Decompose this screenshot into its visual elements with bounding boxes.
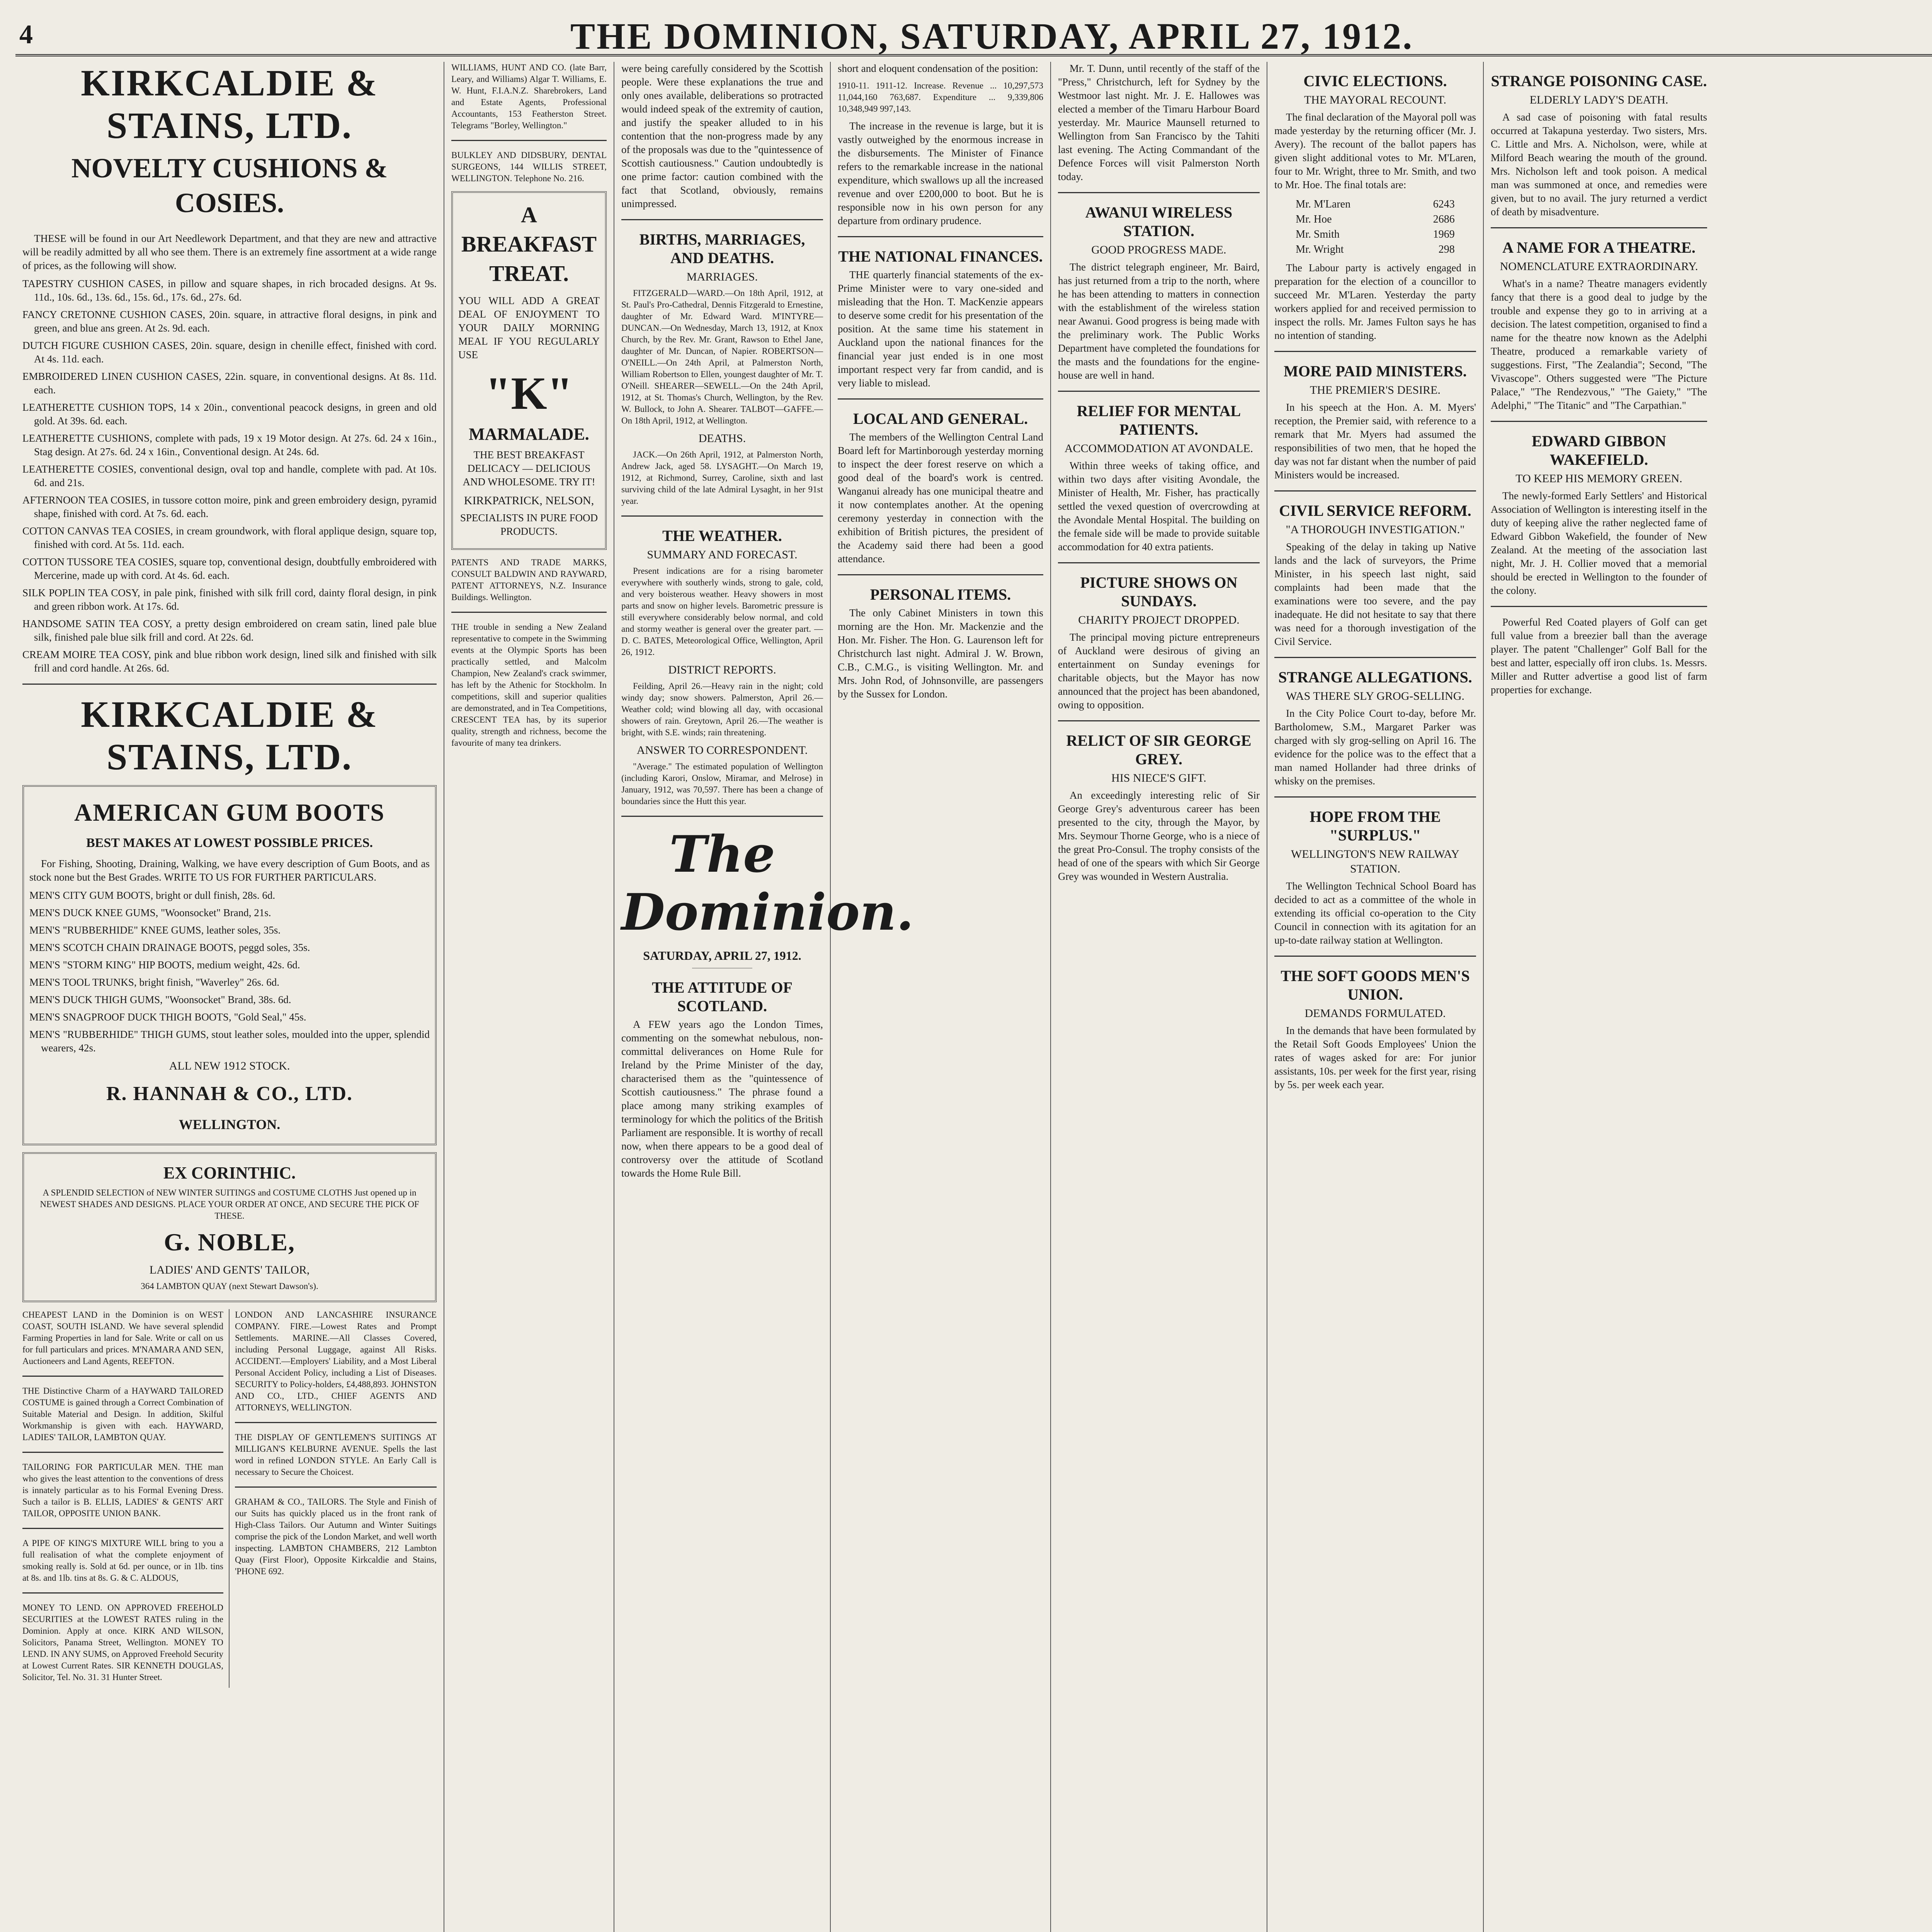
grey-relic-subheading: HIS NIECE'S GIFT.	[1111, 772, 1206, 784]
column-5	[1051, 62, 1267, 1932]
finance-intro: short and eloquent condensation of the position:	[838, 63, 1038, 74]
list-item: MEN'S DUCK KNEE GUMS, "Woonsocket" Brand, 21s.	[29, 907, 271, 918]
sunday-pictures-text: The principal moving picture entrepreneurs of Auckland were desirous of giving an entertainment on Sunday evenings for charitable objects, but the Mayor has now announced that the project has been abandoned, owing to opposition.	[1058, 631, 1260, 711]
patents-ad: PATENTS AND TRADE MARKS, CONSULT BALDWIN AND RAYWARD, PATENT ATTORNEYS, N.Z. Insurance Buildings. Wellington.	[451, 558, 607, 602]
divider	[621, 515, 823, 517]
list-item: CREAM MOIRE TEA COSY, pink and blue ribbon work design, lined silk and finished with silk frill and cord handle. At 26s. 6d.	[22, 649, 437, 674]
noble-ad	[22, 1152, 437, 1302]
wakefield-text: The newly-formed Early Settlers' and Historical Association of Wellington is interesting itself in the duty of keeping alive the rather neglected fame of Edward Gibbon Wakefield, the founder of New Zealand. At the meeting of the association last night, Mr. J. H. Collier moved that a memorial should be erected in Wellington to the founder of the colony.	[1491, 490, 1707, 596]
district-reports-text: Feilding, April 26.—Heavy rain in the night; cold windy day; snow showers. Palmerston, April 26.—Weather cold; wind blowing all day, with occasional showers of rain. Greytown, April 26.—The weather is bright, with S.E. winds; rain threatening.	[621, 681, 823, 737]
mental-patients-text: Within three weeks of taking office, and within two days after visiting Avondale, the Minister of Health, Mr. Fisher, has practically settled the vexed question of overcrowding at the Avondale Mental Hospital. The building on the female side will be made to provide suitable accommodation for 40 extra patients.	[1058, 460, 1260, 553]
list-item: MEN'S "RUBBERHIDE" KNEE GUMS, leather soles, 35s.	[29, 924, 281, 936]
divider	[235, 1422, 437, 1423]
divider	[22, 1452, 223, 1453]
personal-items-continued: Mr. T. Dunn, until recently of the staff of the "Press," Christchurch, left for Sydney by the Westmoor last night. Mr. J. E. Hallowes was elected a member of the Timaru Harbour Board yesterday. Mr. Maurice Maunsell returned to Wellington from San Francisco by the Tahiti last evening. The Acting Commandant of the Defence Forces will visit Palmerston North today.	[1058, 63, 1260, 182]
gum-boots-intro: For Fishing, Shooting, Draining, Walking, we have every description of Gum Boots, and as stock none but the Best Grades. WRITE TO US FOR FURTHER PARTICULARS.	[29, 858, 430, 883]
graham-ad: GRAHAM & CO., TAILORS. The Style and Finish of our Suits has quickly placed us in the front rank of High-Class Tailors. Our Autumn and Winter Suitings comprise the pick of the London Market, and well worth inspecting. LAMBTON CHAMBERS, 212 Lambton Quay (First Floor), Opposite Kirkcaldie and Stains, 'PHONE 692.	[235, 1497, 437, 1576]
strange-allegations-subheading: WAS THERE SLY GROG-SELLING.	[1286, 690, 1464, 702]
masthead-title: THE DOMINION, SATURDAY, APRIL 27, 1912.	[570, 15, 1414, 57]
mental-patients-heading: RELIEF FOR MENTAL PATIENTS.	[1077, 402, 1241, 438]
scotland-heading: THE ATTITUDE OF SCOTLAND.	[652, 979, 793, 1015]
divider	[1491, 606, 1707, 607]
strange-allegations-text: In the City Police Court to-day, before Mr. Bartholomew, S.M., Margaret Parker was charged with sly grog-selling on April 16. The evidence for the police was to the effect that a man named Hollander had three drinks of whisky on the premises.	[1274, 707, 1476, 787]
novelty-item-list	[22, 277, 437, 675]
list-item: LEATHERETTE CUSHION TOPS, 14 x 20in., conventional peacock designs, in green and old gold. At 39s. 6d. each.	[22, 401, 437, 427]
civil-service-heading: CIVIL SERVICE REFORM.	[1279, 502, 1471, 519]
poisoning-heading: STRANGE POISONING CASE.	[1491, 72, 1707, 90]
election-results-table	[1294, 196, 1456, 257]
civic-text: The Labour party is actively engaged in preparation for the election of a councillor to succeed Mr. M'Laren. Yesterday the party workers applied for and received permission to inspect the rolls. Mr. James Fulton says he has no intention of standing.	[1274, 262, 1476, 341]
noble-text: A SPLENDID SELECTION of NEW WINTER SUITINGS and COSTUME CLOTHS Just opened up in NEWEST SHADES AND DESIGNS. PLACE YOUR ORDER AT ONCE, AND SECURE THE PICK OF THESE.	[40, 1188, 419, 1221]
noble-name: G. NOBLE,	[164, 1228, 295, 1256]
theatre-name-subheading: NOMENCLATURE EXTRAORDINARY.	[1500, 260, 1698, 273]
k-marmalade-ad	[451, 191, 607, 550]
k-ad-line: TREAT.	[489, 261, 569, 286]
column-1	[15, 62, 444, 1932]
grey-relic-text: An exceedingly interesting relic of Sir George Grey's adventurous career has been presented to the city, through the Mayor, by Mrs. Seymour Thorne George, who is a niece of the great Pro-Consul. The trophy consists of the head of one of the spears with which Sir George Grey was wounded in Western Australia.	[1058, 789, 1260, 882]
divider	[451, 612, 607, 613]
divider	[235, 1486, 437, 1488]
candidate-name: Mr. Smith	[1296, 228, 1340, 240]
gum-boots-list	[29, 889, 430, 1055]
awanui-subheading: GOOD PROGRESS MADE.	[1091, 243, 1226, 256]
list-item: FANCY CRETONNE CUSHION CASES, 20in. square, in attractive floral designs, in pink and green, and blue ans green. At 2s. 9d. each.	[22, 309, 437, 334]
list-item: LEATHERETTE CUSHIONS, complete with pads, 19 x 19 Motor design. At 27s. 6d. 24 x 16in., Stag design. At 27s. 6d. 24 x 16in., Conventional design. At 24s. 6d.	[22, 432, 437, 457]
list-item: MEN'S TOOL TRUNKS, bright finish, "Waverley" 26s. 6d.	[29, 976, 279, 988]
table-row	[1295, 227, 1455, 242]
divider	[1274, 657, 1476, 658]
civil-service-text: Speaking of the delay in taking up Native lands and the lack of surveyors, the Prime Minister, in his speech last night, said complaints had been made that the examinations were too severe, and the pay inadequate. He did not hesitate to say that there was need for a thorough investigation of the Civil Service.	[1274, 541, 1476, 647]
list-item: MEN'S SNAGPROOF DUCK THIGH BOOTS, "Gold Seal," 45s.	[29, 1011, 306, 1023]
dominion-dateline: SATURDAY, APRIL 27, 1912.	[643, 949, 801, 963]
personal-items-heading: PERSONAL ITEMS.	[870, 586, 1011, 603]
civil-service-subheading: "A THOROUGH INVESTIGATION."	[1286, 523, 1465, 536]
column-4	[831, 62, 1051, 1932]
soft-goods-text: In the demands that have been formulated by the Retail Soft Goods Employees' Union the rates of wages asked for are: For junior assistants, 10s. per week for the first year, rising by 5s. per week each year.	[1274, 1025, 1476, 1090]
poisoning-subheading: ELDERLY LADY'S DEATH.	[1529, 94, 1668, 106]
williams-hunt-ad: WILLIAMS, HUNT AND CO. (late Barr, Leary, and Williams) Algar T. Williams, E. W. Hunt, F.I.A.N.Z. Sharebrokers, Land and Estate Agents, Professional Accountants, 153 Featherston Street. Telegrams "Borley, Wellington."	[451, 63, 607, 130]
candidate-name: Mr. Wright	[1296, 243, 1344, 255]
candidate-name: Mr. Hoe	[1296, 213, 1332, 225]
local-general-text: The members of the Wellington Central Land Board left for Martinborough yesterday morning to inspect the deer forest reserve on which a good deal of the board's work is centred. Wanganui already has one municipal theatre and it now contemplates another. At the opening ceremony yesterday in connection with the exhibition of British pictures, the president of the Academy said there had been a good attendance.	[838, 431, 1043, 565]
noble-trade: LADIES' AND GENTS' TAILOR,	[149, 1264, 310, 1276]
divider	[1058, 720, 1260, 721]
dominion-masthead: The Dominion.	[621, 825, 914, 942]
divider	[838, 574, 1043, 575]
k-product: MARMALADE.	[469, 425, 589, 444]
divider	[621, 219, 823, 220]
wakefield-heading: EDWARD GIBBON WAKEFIELD.	[1532, 432, 1666, 468]
divider	[1274, 796, 1476, 798]
divider	[22, 1376, 223, 1377]
bmd-heading: BIRTHS, MARRIAGES, AND DEATHS.	[639, 231, 805, 267]
table-row	[1295, 197, 1455, 211]
k-ad-line: YOU WILL ADD A GREAT DEAL OF ENJOYMENT TO YOUR DAILY MORNING MEAL IF YOU REGULARLY USE	[458, 295, 600, 361]
divider	[838, 398, 1043, 400]
list-item: COTTON CANVAS TEA COSIES, in cream groundwork, with floral applique design, square top, finished with cord. At 5s. 11d. each.	[22, 525, 437, 550]
small-ads-right	[230, 1309, 437, 1582]
grey-relic-heading: RELICT OF SIR GEORGE GREY.	[1066, 732, 1252, 768]
golf-ball-text: Powerful Red Coated players of Golf can get full value from a breezier ball than the average player. The patent "Challenger" Golf Ball for the best and latter, especially off iron clubs. 1s. Messrs. Miller and Rutter advertise a good list of farm properties for exchange.	[1491, 616, 1707, 696]
sunday-pictures-subheading: CHARITY PROJECT DROPPED.	[1078, 614, 1240, 626]
soft-goods-subheading: DEMANDS FORMULATED.	[1304, 1007, 1446, 1020]
novelty-intro: THESE will be found in our Art Needlework Department, and that they are new and attractive will be readily admitted by all who see them. There is an extremely fine assortment at a wide range of prices, as the following will show.	[22, 233, 437, 271]
k-ad-line: A	[521, 202, 537, 227]
page-number: 4	[19, 20, 33, 49]
list-item: TAPESTRY CUSHION CASES, in pillow and square shapes, in rich brocaded designs. At 9s. 11d., 10s. 6d., 13s. 6d., 15s. 6d., 17s. 6d., 27s. 6d.	[22, 278, 437, 303]
ellis-tailor-ad: TAILORING FOR PARTICULAR MEN. THE man who gives the least attention to the conventions of dress is innately particular as to his Formal Evening Dress. Such a tailor is B. ELLIS, LADIES' & GENTS' ART TAILOR, OPPOSITE UNION BANK.	[22, 1462, 223, 1518]
divider	[1491, 421, 1707, 422]
k-logo: "K"	[485, 367, 573, 419]
marriages-text: FITZGERALD—WARD.—On 18th April, 1912, at St. Paul's Pro-Cathedral, Dennis Fitzgerald to Ernestine, daughter of Mr. Edward Ward. M'INTYRE—DUNCAN.—On Wednesday, March 13, 1912, at Knox Church, by the Rev. Mr. Grant, Rawson to Ethel Jane, daughter of Mr. Duncan, of Napier. ROBERTSON—O'NEILL.—On 24th April, at Palmerston North, William Robertson to Ellen, youngest daughter of Mr. T. O'Neill. SHEARER—SEWELL.—On the 24th April, 1912, at St. Thomas's Church, Wellington, by the Rev. W. Bullock, to John A. Shearer. TALBOT—GAFFE.—On 18th April, 1912, at Wellington.	[621, 288, 823, 425]
kirkcaldie-title-2: KIRKCALDIE & STAINS, LTD.	[81, 694, 378, 777]
column-2	[444, 62, 614, 1932]
national-finances-text: THE quarterly financial statements of the ex-Prime Minister were to vary one-sided and misleading that the Hon. T. MacKenzie appears to deserve some credit for his presentation of the position. At the same time his statement in Auckland upon the national finances for the financial year just ended is in one most important respect very far from candid, and is very liable to mislead.	[838, 269, 1043, 389]
candidate-votes: 298	[1438, 243, 1455, 255]
gum-boots-ad	[22, 785, 437, 1145]
candidate-votes: 6243	[1433, 198, 1455, 210]
paid-ministers-text: In his speech at the Hon. A. M. Myers' reception, the Premier said, with reference to a remark that Mr. Myers had assumed the responsibilities of two men, that he hoped the day was not far distant when the number of paid Ministers would be increased.	[1274, 401, 1476, 481]
surplus-heading: HOPE FROM THE "SURPLUS."	[1310, 808, 1441, 844]
divider	[451, 140, 607, 141]
divider	[1274, 351, 1476, 352]
insurance-ad: LONDON AND LANCASHIRE INSURANCE COMPANY. FIRE.—Lowest Rates and Prompt Settlements. MARINE.—All Classes Covered, including Personal Luggage, against All Risks. ACCIDENT.—Employers' Liability, and a Most Liberal Personal Accident Policy, including a List of Diseases. SECURITY to Policy-holders, £4,488,893. JOHNSTON AND CO., LTD., CHIEF AGENTS AND ATTORNEYS, WELLINGTON.	[235, 1310, 437, 1412]
scotland-text: A FEW years ago the London Times, commenting on the somewhat nebulous, non-committal deliverances on Home Rule for Ireland by the Prime Minister of the day, characterised them as the "quintessence of Scottish cautiousness." The phrase found a place among many striking examples of terminology for which the politics of the British Parliament are responsible. It is worthy of recall now, when there appears to be a good deal of controversy over the attitude of Scotland towards the Home Rule Bill.	[621, 1019, 823, 1179]
divider	[1058, 192, 1260, 193]
deaths-heading: DEATHS.	[698, 432, 746, 445]
hayward-ad: THE Distinctive Charm of a HAYWARD TAILORED COSTUME is gained through a Correct Combination of Suitable Material and Design. In addition, Skilful Workmanship is given with each. HAYWARD, LADIES' TAILOR, LAMBTON QUAY.	[22, 1386, 223, 1442]
divider	[1274, 956, 1476, 957]
scotland-continued: were being carefully considered by the Scottish people. Were these explanations the true and only ones available, deliberations so protracted would indeed speak of the extremity of caution, and justify the speaker alluded to in his contention that the non-progress made by any of the proposals was due to the "quintessence of Scottish cautiousness." Caution undoubtedly is one prime factor: caution combined with the fact that Scotland, obviously, remains unimpressed.	[621, 63, 823, 209]
list-item: SILK POPLIN TEA COSY, in pale pink, finished with silk frill cord, dainty floral design, in pink and green ribbon work. At 17s. 6d.	[22, 587, 437, 612]
divider	[1058, 391, 1260, 392]
column-7-inner	[1491, 72, 1707, 697]
column-7	[1484, 62, 1932, 1932]
surplus-text: The Wellington Technical School Board has decided to act as a committee of the whole in extending its official co-operation to the City Council in connection with its agitation for an up-to-date railway station at Wellington.	[1274, 880, 1476, 946]
k-ad-line: BREAKFAST	[461, 231, 597, 257]
list-item: MEN'S SCOTCH CHAIN DRAINAGE BOOTS, peggd soles, 35s.	[29, 942, 310, 953]
k-tagline: THE BEST BREAKFAST DELICACY — DELICIOUS AND WHOLESOME. TRY IT!	[463, 449, 595, 488]
personal-items-text: The only Cabinet Ministers in town this morning are the Hon. Mr. Mackenzie and the Hon. Mr. Fisher. The Hon. G. Laurenson left for Christchurch last night. Admiral J. W. Brown, C.B., C.M.G., is visiting Wellington. Mr. and Mrs. John Rod, of Johnsonville, are passengers by the Sussex for London.	[838, 607, 1043, 700]
deaths-text: JACK.—On 26th April, 1912, at Palmerston North, Andrew Jack, aged 58. LYSAGHT.—On March 19, 1912, at Richmond, Surrey, Caroline, sixth and last surviving child of the late Admiral Lysaght, in her 91st year.	[621, 450, 823, 506]
list-item: MEN'S "STORM KING" HIP BOOTS, medium weight, 42s. 6d.	[29, 959, 300, 971]
district-reports-heading: DISTRICT REPORTS.	[668, 663, 776, 676]
column-3	[614, 62, 914, 1932]
surplus-subheading: WELLINGTON'S NEW RAILWAY STATION.	[1291, 848, 1459, 875]
list-item: LEATHERETTE COSIES, conventional design, oval top and handle, complete with pad. At 10s. 6d. and 21s.	[22, 463, 437, 488]
noble-head: EX CORINTHIC.	[163, 1163, 296, 1182]
poisoning-text: A sad case of poisoning with fatal results occurred at Takapuna yesterday. Two sisters, Mrs. C. Little and Mrs. A. Nicholson, were, while at Milford Beach wearing the mouth of the ground. Mrs. Nicholson left and took poison. A medical man was summoned at once, and remedies were given, but to no avail. The jury returned a verdict of death by misadventure.	[1491, 111, 1707, 218]
list-item: DUTCH FIGURE CUSHION CASES, 20in. square, design in chenille effect, finished with cord. At 4s. 11d. each.	[22, 340, 437, 365]
west-coast-land-ad: CHEAPEST LAND in the Dominion is on WEST COAST, SOUTH ISLAND. We have several splendid Farming Properties in land for Sale. Write or call on us for full particulars and prices. M'NAMARA AND SEN, Auctioneers and Land Agents, REEFTON.	[22, 1310, 223, 1366]
masthead	[15, 12, 1932, 56]
noble-address: 364 LAMBTON QUAY (next Stewart Dawson's).	[141, 1281, 318, 1291]
divider	[22, 684, 437, 685]
paid-ministers-heading: MORE PAID MINISTERS.	[1284, 362, 1467, 380]
candidate-votes: 1969	[1433, 228, 1455, 240]
strange-allegations-heading: STRANGE ALLEGATIONS.	[1278, 668, 1472, 686]
k-maker: KIRKPATRICK, NELSON,	[464, 494, 594, 507]
bulkley-ad: BULKLEY AND DIDSBURY, DENTAL SURGEONS, 144 WILLIS STREET, WELLINGTON. Telephone No. 216.	[451, 150, 607, 183]
wakefield-subheading: TO KEEP HIS MEMORY GREEN.	[1515, 472, 1682, 485]
correspondent-heading: ANSWER TO CORRESPONDENT.	[636, 744, 808, 757]
k-specialists: SPECIALISTS IN PURE FOOD PRODUCTS.	[460, 512, 598, 537]
mental-patients-subheading: ACCOMMODATION AT AVONDALE.	[1064, 442, 1253, 455]
finance-text: The increase in the revenue is large, but it is vastly outweighed by the enormous increase in the disbursements. The Minister of Finance refers to the remarkable increase in the national expenditure, which swallows up all the increased revenue and over £200,000 to boot. But he is responsible now in his own person for any departure from ordinary prudence.	[838, 120, 1043, 226]
sunday-pictures-heading: PICTURE SHOWS ON SUNDAYS.	[1080, 574, 1238, 610]
kings-mixture-ad: A PIPE OF KING'S MIXTURE WILL bring to you a full realisation of what the complete enjoyment of smoking really is. Sold at 6d. per ounce, or in 1lb. tins at 8s. and 1lb. tins at 8s. G. & C. ALDOUS,	[22, 1538, 223, 1583]
paid-ministers-subheading: THE PREMIER'S DESIRE.	[1310, 384, 1440, 396]
list-item: MEN'S "RUBBERHIDE" THIGH GUMS, stout leather soles, moulded into the upper, splendid wearers, 42s.	[29, 1029, 430, 1054]
list-item: AFTERNOON TEA COSIES, in tussore cotton moire, pink and green embroidery design, pyramid shape, finished with cord. At 7s. 6d. each.	[22, 494, 437, 519]
divider	[1491, 227, 1707, 228]
awanui-text: The district telegraph engineer, Mr. Baird, has just returned from a trip to the north, where he has been attending to matters in connection with the establishment of the wireless station near Awanui. Good progress is being made with the preliminary work. The Public Works Department have completed the foundations for the masts and the foundations for the engine-house are well in hand.	[1058, 261, 1260, 381]
weather-heading: THE WEATHER.	[662, 527, 782, 544]
money-to-lend-ad: MONEY TO LEND. ON APPROVED FREEHOLD SECURITIES at the LOWEST RATES ruling in the Dominion. Apply at once. KIRK AND WILSON, Solicitors, Panama Street, Wellington. MONEY TO LEND. IN ANY SUMS, on Approved Freehold Security at Lowest Current Rates. SIR KENNETH DOUGLAS, Solicitor, Tel. No. 31. 31 Hunter Street.	[22, 1603, 223, 1682]
small-ads-left	[22, 1309, 230, 1688]
gum-boots-footer: ALL NEW 1912 STOCK.	[169, 1060, 290, 1072]
list-item: COTTON TUSSORE TEA COSIES, square top, conventional design, doubtfully embroidered with Mercerine, made up with cord. At 4s. 6d. each.	[22, 556, 437, 581]
gum-boots-subtitle: BEST MAKES AT LOWEST POSSIBLE PRICES.	[86, 836, 373, 850]
list-item: HANDSOME SATIN TEA COSY, a pretty design embroidered on cream satin, lined pale blue silk, finished pale blue silk frill and cord. At 22s. 6d.	[22, 618, 437, 643]
hannah-town: WELLINGTON.	[179, 1117, 281, 1132]
novelty-cushions-title: NOVELTY CUSHIONS & COSIES.	[71, 153, 388, 218]
table-row	[1295, 212, 1455, 226]
finance-table: 1910-11. 1911-12. Increase. Revenue ... 10,297,573 11,044,160 763,687. Expenditure ... 9,339,806 10,348,949 997,143.	[838, 81, 1043, 114]
columns	[15, 62, 1932, 1932]
table-row	[1295, 242, 1455, 257]
list-item: MEN'S DUCK THIGH GUMS, "Woonsocket" Brand, 38s. 6d.	[29, 994, 291, 1005]
mayoral-recount-heading: THE MAYORAL RECOUNT.	[1304, 94, 1447, 106]
divider	[22, 1592, 223, 1594]
divider	[22, 1528, 223, 1529]
gum-boots-title: AMERICAN GUM BOOTS	[74, 799, 385, 826]
crescent-tea-ad: THE trouble in sending a New Zealand representative to compete in the Swimming events at the Olympic Sports has been practically settled, and Malcolm Champion, New Zealand's crack swimmer, has left by the Athenic for Stockholm. In competitions, skill and superior qualities are demonstrated, and in Tea Competitions, CRESCENT TEA has, by its superior quality, strength and richness, become the favourite of many tea drinkers.	[451, 622, 607, 748]
divider	[838, 236, 1043, 237]
national-finances-heading: THE NATIONAL FINANCES.	[838, 248, 1043, 265]
theatre-name-text: What's in a name? Theatre managers evidently fancy that there is a good deal to judge by the trouble and expense they go to in arriving at a decision. The latest competition, organised to find a name for the theatre now known as the Adelphi Theatre, produced a remarkable variety of suggestions. First, "The Zealandia"; Second, "The Vivascope". Others suggested were "The Picture Palace," "The Rendezvous," "The Gaiety," "The Adelphi," "The Titanic" and "The Carpathian."	[1491, 278, 1707, 411]
theatre-name-heading: A NAME FOR A THEATRE.	[1502, 239, 1696, 256]
candidate-name: Mr. M'Laren	[1296, 198, 1351, 210]
divider	[1058, 562, 1260, 563]
divider	[1274, 490, 1476, 492]
marriages-heading: MARRIAGES.	[686, 270, 758, 283]
column-6	[1267, 62, 1484, 1932]
local-general-heading: LOCAL AND GENERAL.	[853, 410, 1028, 427]
civic-intro: The final declaration of the Mayoral poll was made yesterday by the returning officer (Mr. J. Avery). The recount of the ballot papers has given slight additional votes to Mr. M'Laren, four to Mr. Wright, three to Mr. Smith, and two to Mr. Hoe. The final totals are:	[1274, 111, 1476, 190]
civic-elections-heading: CIVIC ELECTIONS.	[1303, 72, 1447, 90]
correspondent-text: "Average." The estimated population of Wellington (including Karori, Onslow, Miramar, and Melrose) in January, 1912, was 70,597. There has been a change of boundaries since the Hutt this year.	[621, 762, 823, 806]
weather-text: Present indications are for a rising barometer everywhere with southerly winds, strong to gale, cold, and very boisterous weather. Heavy showers in most parts and snow on higher levels. Barometric pressure is still everywhere considerably below normal, and cold and stormy weather is general over the greater part. — D. C. BATES, Meteorological Office, Wellington, April 26, 1912.	[621, 566, 823, 657]
awanui-heading: AWANUI WIRELESS STATION.	[1085, 204, 1233, 240]
kirkcaldie-title: KIRKCALDIE & STAINS, LTD.	[81, 62, 378, 146]
soft-goods-heading: THE SOFT GOODS MEN'S UNION.	[1281, 967, 1470, 1003]
divider	[621, 816, 823, 817]
list-item: MEN'S CITY GUM BOOTS, bright or dull finish, 28s. 6d.	[29, 889, 276, 901]
list-item: EMBROIDERED LINEN CUSHION CASES, 22in. square, in conventional designs. At 8s. 11d. each.	[22, 371, 437, 396]
candidate-votes: 2686	[1433, 213, 1455, 225]
weather-subheading: SUMMARY AND FORECAST.	[647, 548, 798, 561]
milligans-ad: THE DISPLAY OF GENTLEMEN'S SUITINGS AT MILLIGAN'S KELBURNE AVENUE. Spells the last word in refined LONDON STYLE. An Early Call is necessary to Secure the Choicest.	[235, 1432, 437, 1477]
hannah-name: R. HANNAH & CO., LTD.	[106, 1083, 353, 1105]
